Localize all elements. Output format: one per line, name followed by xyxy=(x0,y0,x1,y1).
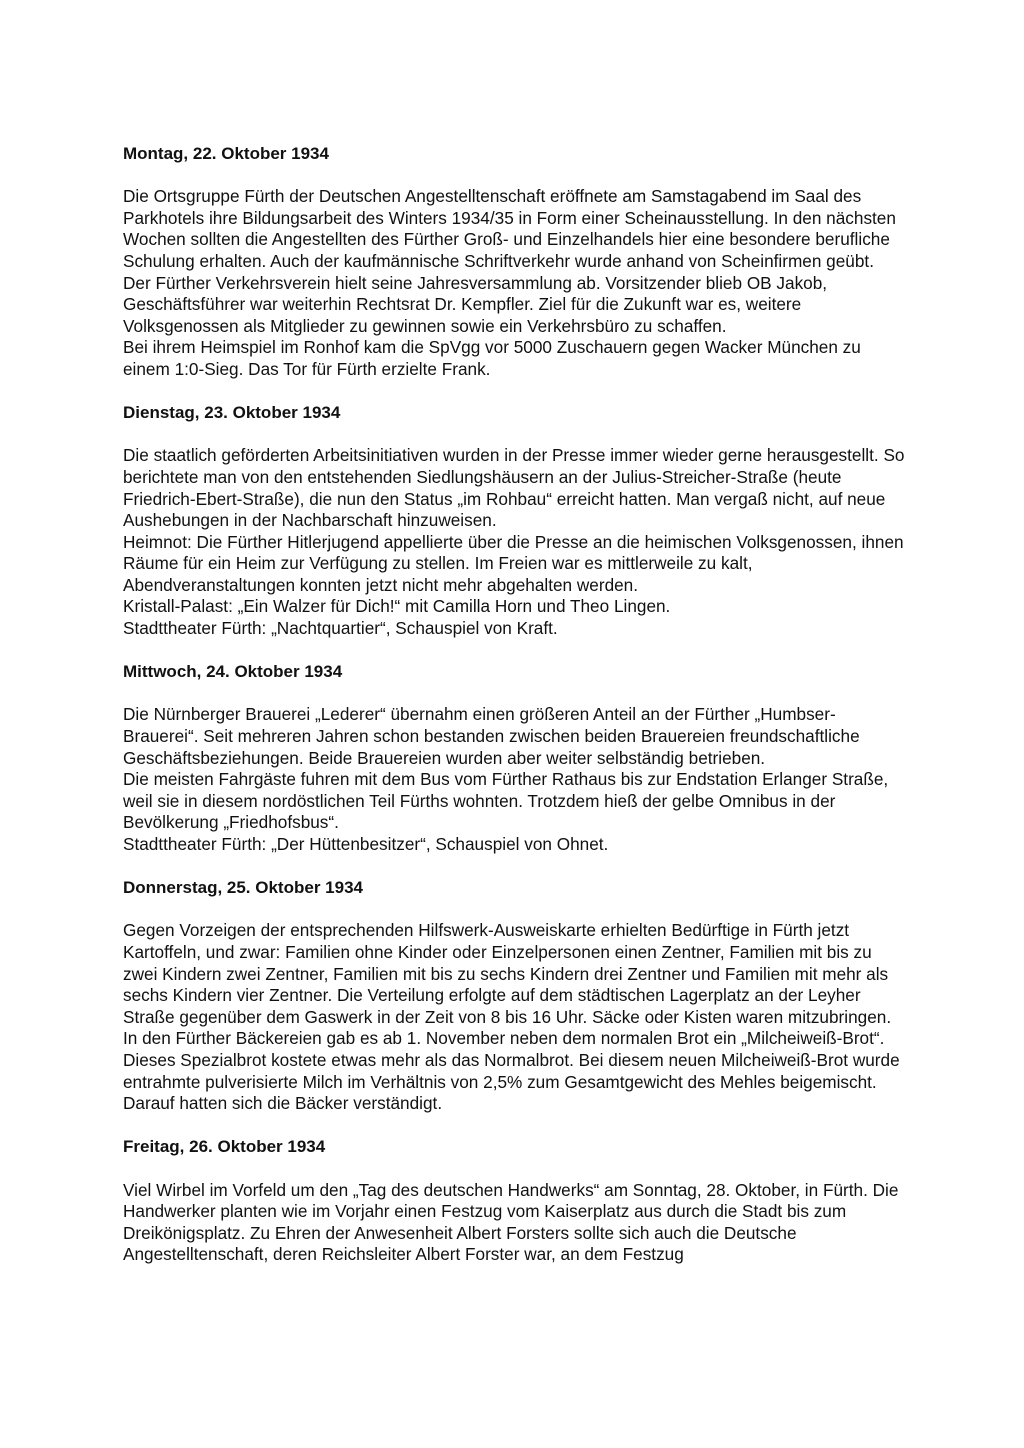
entry-paragraph: In den Fürther Bäckereien gab es ab 1. November neben dem normalen Brot ein „Milcheiweiß-Brot“. Dieses Spezialbrot kostete etwas mehr als das Normalbrot. Bei diesem neuen Milcheiweiß-Brot wurde entrahmte pulverisierte Milch im Verhältnis von 2,5% zum Gesamtgewicht des Mehles beigemischt. Darauf hatten sich die Bäcker verständigt. xyxy=(123,1028,900,1114)
entry-date: Donnerstag, 25. Oktober 1934 xyxy=(123,878,363,898)
entry-paragraph: Viel Wirbel im Vorfeld um den „Tag des deutschen Handwerks“ am Sonntag, 28. Oktober, in Fürth. Die Handwerker planten wie im Vorjahr einen Festzug vom Kaiserplatz aus durch die Stadt bis zum Dreikönigsplatz. Zu Ehren der Anwesenheit Albert Forsters sollte sich auch die Deutsche Angestelltenschaft, deren Reichsleiter Albert Forster war, an dem Festzug xyxy=(123,1179,899,1265)
entry-paragraph: Kristall-Palast: „Ein Walzer für Dich!“ mit Camilla Horn und Theo Lingen. xyxy=(123,596,671,617)
entry-paragraph: Stadttheater Fürth: „Nachtquartier“, Schauspiel von Kraft. xyxy=(123,618,558,639)
entry-date: Dienstag, 23. Oktober 1934 xyxy=(123,403,341,423)
entry-freitag xyxy=(123,1136,908,1266)
entry-date: Montag, 22. Oktober 1934 xyxy=(123,144,329,163)
entry-paragraph: Stadttheater Fürth: „Der Hüttenbesitzer“, Schauspiel von Ohnet. xyxy=(123,834,609,854)
entry-paragraph: Die Ortsgruppe Fürth der Deutschen Angestelltenschaft eröffnete am Samstagabend im Saal des Parkhotels ihre Bildungsarbeit des Winters 1934/35 in Form einer Scheinausstellung. In den nächsten Wochen sollten die Angestellten des Fürther Groß- und Einzelhandels hier eine besondere berufliche Schulung erhalten. Auch der kaufmännische Schriftverkehr wurde anhand von Scheinfirmen geübt. xyxy=(123,186,896,271)
entry-montag xyxy=(123,143,908,381)
entry-paragraph: Gegen Vorzeigen der entsprechenden Hilfswerk-Ausweiskarte erhielten Bedürftige in Fürth jetzt Kartoffeln, und zwar: Familien ohne Kinder oder Einzelpersonen einen Zentner, Familien mit bis zu zwei Kindern zwei Zentner, Familien mit bis zu sechs Kindern drei Zentner und Familien mit mehr als sechs Kindern vier Zentner. Die Verteilung erfolgte auf dem städtischen Lagerplatz an der Leyher Straße gegenüber dem Gaswerk in der Zeit von 8 bis 16 Uhr. Säcke oder Kisten waren mitzubringen. xyxy=(123,920,892,1027)
document-page xyxy=(123,143,908,1266)
entry-paragraph: Bei ihrem Heimspiel im Ronhof kam die SpVgg vor 5000 Zuschauern gegen Wacker München zu einem 1:0-Sieg. Das Tor für Fürth erzielte Frank. xyxy=(123,337,861,379)
entry-date: Freitag, 26. Oktober 1934 xyxy=(123,1137,326,1157)
entry-dienstag xyxy=(123,402,908,640)
entry-paragraph: Die Nürnberger Brauerei „Lederer“ übernahm einen größeren Anteil an der Fürther „Humbser-Brauerei“. Seit mehreren Jahren schon bestanden zwischen beiden Brauereien freundschaftliche Geschäftsbeziehungen. Beide Brauereien wurden aber weiter selbständig betrieben. xyxy=(123,704,860,768)
entry-paragraph: Heimnot: Die Fürther Hitlerjugend appellierte über die Presse an die heimischen Volksgenossen, ihnen Räume für ein Heim zur Verfügung zu stellen. Im Freien war es mittlerweile zu kalt, Abendveranstaltungen konnten jetzt nicht mehr abgehalten werden. xyxy=(123,531,904,595)
entry-paragraph: Die meisten Fahrgäste fuhren mit dem Bus vom Fürther Rathaus bis zur Endstation Erlanger Straße, weil sie in diesem nordöstlichen Teil Fürths wohnten. Trotzdem hieß der gelbe Omnibus in der Bevölkerung „Friedhofsbus“. xyxy=(123,769,889,833)
entry-paragraph: Die staatlich geförderten Arbeitsinitiativen wurden in der Presse immer wieder gerne herausgestellt. So berichtete man von den entstehenden Siedlungshäusern an der Julius-Streicher-Straße (heute Friedrich-Ebert-Straße), die nun den Status „im Rohbau“ erreicht hatten. Man vergaß nicht, auf neue Aushebungen in der Nachbarschaft hinzuweisen. xyxy=(123,445,905,531)
entry-date: Mittwoch, 24. Oktober 1934 xyxy=(123,662,343,682)
entry-paragraph: Der Fürther Verkehrsverein hielt seine Jahresversammlung ab. Vorsitzender blieb OB Jakob, Geschäftsführer war weiterhin Rechtsrat Dr. Kempfler. Ziel für die Zukunft war es, weitere Volksgenossen als Mitglieder zu gewinnen sowie ein Verkehrsbüro zu schaffen. xyxy=(123,272,828,336)
entry-donnerstag xyxy=(123,877,908,1115)
entry-mittwoch xyxy=(123,661,908,855)
